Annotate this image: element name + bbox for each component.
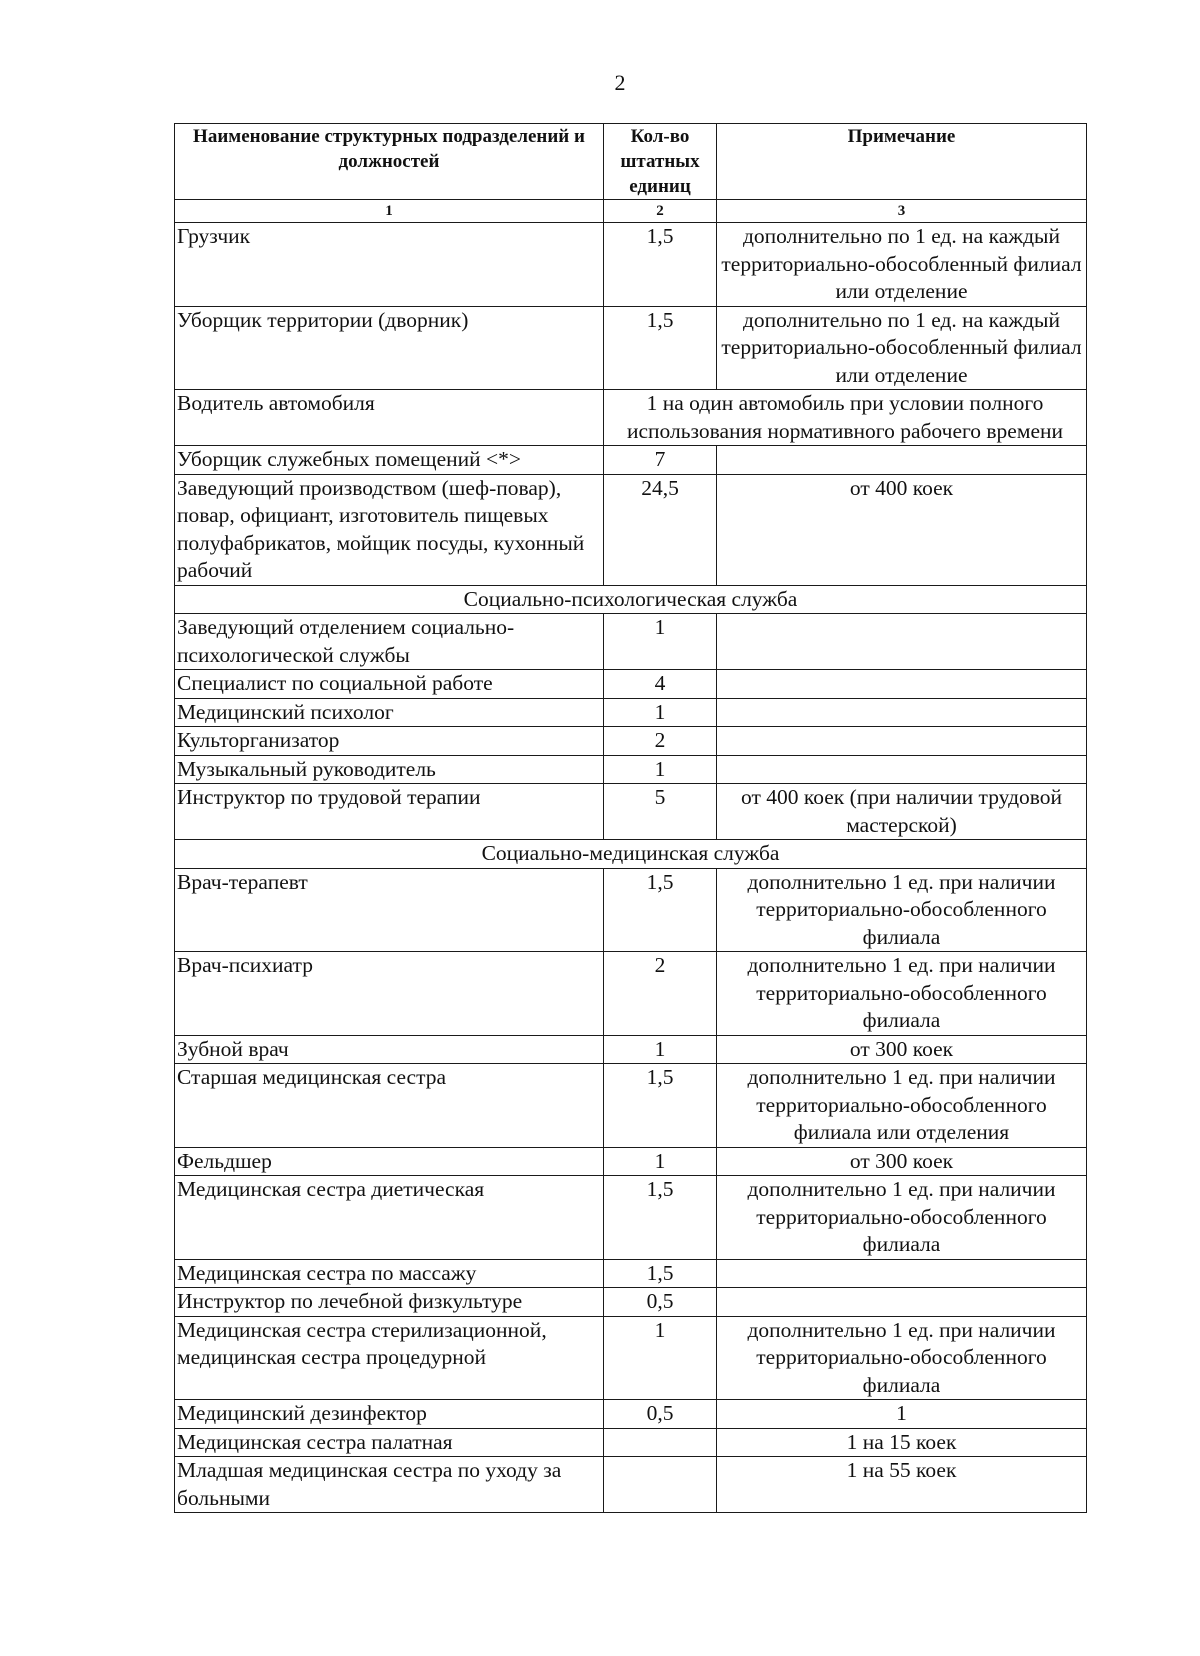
position-name: Культорганизатор	[175, 727, 604, 756]
note: дополнительно 1 ед. при наличии территориально-обособленного филиала	[717, 1176, 1087, 1260]
position-name: Заведующий отделением социально-психологической службы	[175, 614, 604, 670]
staff-count: 1,5	[604, 223, 717, 307]
position-name: Медицинская сестра по массажу	[175, 1259, 604, 1288]
position-name: Медицинский психолог	[175, 698, 604, 727]
staff-count: 0,5	[604, 1400, 717, 1429]
position-name: Врач-терапевт	[175, 868, 604, 952]
section-row	[175, 585, 1087, 614]
table-row	[175, 306, 1087, 390]
position-name: Медицинская сестра диетическая	[175, 1176, 604, 1260]
column-number: 1	[175, 200, 604, 223]
staff-count	[604, 1457, 717, 1513]
position-name: Музыкальный руководитель	[175, 755, 604, 784]
staff-count: 5	[604, 784, 717, 840]
header-name: Наименование структурных подразделений и должностей	[175, 124, 604, 200]
staff-count: 1,5	[604, 1259, 717, 1288]
table-row	[175, 390, 1087, 446]
staff-count: 1	[604, 755, 717, 784]
table-row	[175, 952, 1087, 1036]
table-row	[175, 1316, 1087, 1400]
staff-count: 2	[604, 727, 717, 756]
table-row	[175, 1064, 1087, 1148]
table-row	[175, 868, 1087, 952]
staff-count	[604, 1428, 717, 1457]
header-row	[175, 124, 1087, 200]
note: 1 на 15 коек	[717, 1428, 1087, 1457]
note: 1 на 55 коек	[717, 1457, 1087, 1513]
note	[717, 1259, 1087, 1288]
table-row	[175, 1035, 1087, 1064]
section-row	[175, 840, 1087, 869]
header-note: Примечание	[717, 124, 1087, 200]
note: дополнительно 1 ед. при наличии территориально-обособленного филиала или отделения	[717, 1064, 1087, 1148]
note: дополнительно по 1 ед. на каждый территориально-обособленный филиал или отделение	[717, 306, 1087, 390]
note: 1	[717, 1400, 1087, 1429]
position-name: Специалист по социальной работе	[175, 670, 604, 699]
staff-count: 1	[604, 698, 717, 727]
note	[717, 670, 1087, 699]
note: от 400 коек	[717, 474, 1087, 585]
staff-count: 24,5	[604, 474, 717, 585]
position-name: Младшая медицинская сестра по уходу за больными	[175, 1457, 604, 1513]
table-row	[175, 1457, 1087, 1513]
staff-count: 1,5	[604, 1064, 717, 1148]
table-row	[175, 1288, 1087, 1317]
table-row	[175, 223, 1087, 307]
page-number: 2	[614, 70, 626, 95]
staff-count: 1	[604, 614, 717, 670]
note: от 300 коек	[717, 1147, 1087, 1176]
note: дополнительно 1 ед. при наличии территориально-обособленного филиала	[717, 868, 1087, 952]
position-name: Водитель автомобиля	[175, 390, 604, 446]
note	[717, 1288, 1087, 1317]
position-name: Врач-психиатр	[175, 952, 604, 1036]
table-row	[175, 474, 1087, 585]
note	[717, 727, 1087, 756]
staffing-table	[174, 123, 1087, 1513]
position-name: Инструктор по лечебной физкультуре	[175, 1288, 604, 1317]
note	[717, 446, 1087, 475]
position-name: Уборщик служебных помещений <*>	[175, 446, 604, 475]
note	[717, 614, 1087, 670]
position-name: Грузчик	[175, 223, 604, 307]
position-name: Медицинская сестра стерилизационной, медицинская сестра процедурной	[175, 1316, 604, 1400]
staff-count: 1,5	[604, 868, 717, 952]
table-row	[175, 1259, 1087, 1288]
table-row	[175, 1147, 1087, 1176]
table-body	[175, 223, 1087, 1513]
table-row	[175, 1176, 1087, 1260]
section-title: Социально-психологическая служба	[175, 585, 1087, 614]
note: от 400 коек (при наличии трудовой мастерской)	[717, 784, 1087, 840]
table-row	[175, 755, 1087, 784]
note: от 300 коек	[717, 1035, 1087, 1064]
staff-count: 1	[604, 1316, 717, 1400]
position-name: Старшая медицинская сестра	[175, 1064, 604, 1148]
column-number: 2	[604, 200, 717, 223]
note	[717, 755, 1087, 784]
note: дополнительно 1 ед. при наличии территориально-обособленного филиала	[717, 1316, 1087, 1400]
position-name: Заведующий производством (шеф-повар), повар, официант, изготовитель пищевых полуфабрикатов, мойщик посуды, кухонный рабочий	[175, 474, 604, 585]
table-row	[175, 614, 1087, 670]
table-row	[175, 670, 1087, 699]
table-row	[175, 1400, 1087, 1429]
position-name: Медицинская сестра палатная	[175, 1428, 604, 1457]
staff-count: 1,5	[604, 306, 717, 390]
column-number: 3	[717, 200, 1087, 223]
staff-count: 1	[604, 1035, 717, 1064]
position-name: Фельдшер	[175, 1147, 604, 1176]
table-row	[175, 727, 1087, 756]
table-row	[175, 446, 1087, 475]
position-name: Зубной врач	[175, 1035, 604, 1064]
table-row	[175, 698, 1087, 727]
staff-count: 4	[604, 670, 717, 699]
column-number-row	[175, 200, 1087, 223]
note: дополнительно по 1 ед. на каждый территориально-обособленный филиал или отделение	[717, 223, 1087, 307]
note	[717, 698, 1087, 727]
staff-count: 1	[604, 1147, 717, 1176]
position-name: Уборщик территории (дворник)	[175, 306, 604, 390]
merged-note: 1 на один автомобиль при условии полного использования нормативного рабочего времени	[604, 390, 1087, 446]
staff-count: 2	[604, 952, 717, 1036]
note: дополнительно 1 ед. при наличии территориально-обособленного филиала	[717, 952, 1087, 1036]
position-name: Медицинский дезинфектор	[175, 1400, 604, 1429]
header-qty: Кол-во штатных единиц	[604, 124, 717, 200]
table-row	[175, 1428, 1087, 1457]
section-title: Социально-медицинская служба	[175, 840, 1087, 869]
table-row	[175, 784, 1087, 840]
position-name: Инструктор по трудовой терапии	[175, 784, 604, 840]
staff-count: 0,5	[604, 1288, 717, 1317]
staff-count: 7	[604, 446, 717, 475]
staff-count: 1,5	[604, 1176, 717, 1260]
